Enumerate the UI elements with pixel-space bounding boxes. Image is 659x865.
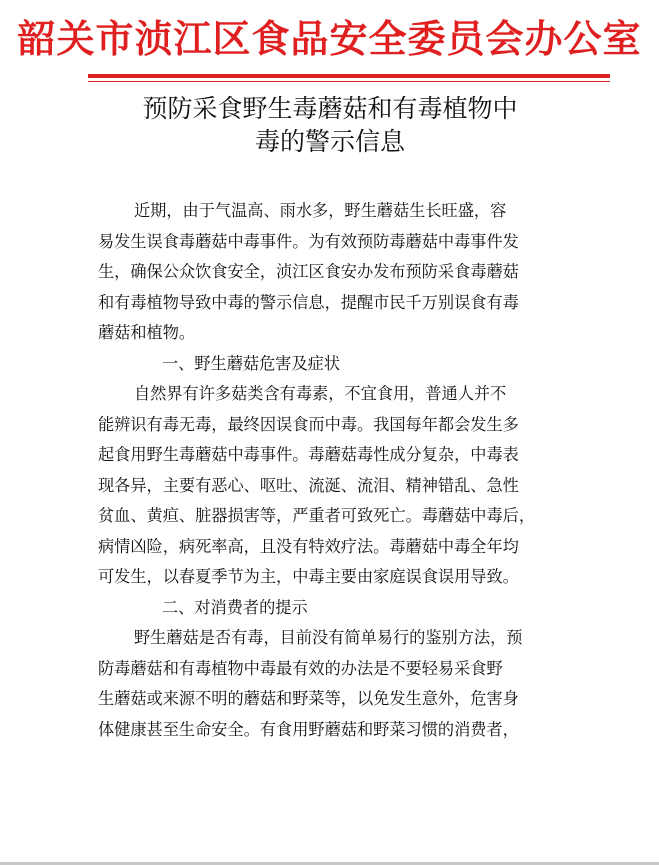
body-line: 和有毒植物导致中毒的警示信息，提醒市民千万别误食有毒 xyxy=(98,292,519,312)
body-line: 病情凶险，病死率高，且没有特效疗法。毒蘑菇中毒全年均 xyxy=(98,536,519,556)
body-line: 易发生误食毒蘑菇中毒事件。为有效预防毒蘑菇中毒事件发 xyxy=(98,231,519,251)
body-line: 起食用野生毒蘑菇中毒事件。毒蘑菇毒性成分复杂，中毒表 xyxy=(98,445,519,464)
body-line: 生蘑菇或来源不明的蘑菇和野菜等，以免发生意外，危害身 xyxy=(98,689,519,708)
body-line: 自然界有许多菇类含有毒素，不宜食用，普通人并不 xyxy=(134,384,507,403)
body-line: 近期，由于气温高、雨水多，野生蘑菇生长旺盛，容 xyxy=(134,201,507,220)
body-line: 可发生，以春夏季节为主，中毒主要由家庭误食误用导致。 xyxy=(98,567,519,586)
header-rule-thin xyxy=(88,81,610,82)
header-rule-thick xyxy=(88,74,610,78)
section-heading: 二、对消费者的提示 xyxy=(162,597,308,617)
document-title-line: 预防采食野生毒蘑菇和有毒植物中 xyxy=(142,94,518,123)
section-heading: 一、野生蘑菇危害及症状 xyxy=(162,353,341,373)
body-line: 蘑菇和植物。 xyxy=(98,323,196,342)
document-title-line: 毒的警示信息 xyxy=(254,127,405,156)
body-line: 现各异，主要有恶心、呕吐、流涎、流泪、精神错乱、急性 xyxy=(98,475,519,495)
document-title xyxy=(60,92,600,158)
issuing-office-header: 韶关市浈江区食品安全委员会办公室 xyxy=(17,17,642,61)
body-line: 贫血、黄疸、脏器损害等，严重者可致死亡。毒蘑菇中毒后， xyxy=(98,506,536,525)
body-line: 野生蘑菇是否有毒，目前没有简单易行的鉴别方法，预 xyxy=(134,628,523,647)
body-line: 生，确保公众饮食安全，浈江区食安办发布预防采食毒蘑菇 xyxy=(98,262,519,281)
body-line: 体健康甚至生命安全。有食用野蘑菇和野菜习惯的消费者， xyxy=(98,719,519,739)
body-line: 能辨识有毒无毒，最终因误食而中毒。我国每年都会发生多 xyxy=(98,414,519,434)
body-line: 防毒蘑菇和有毒植物中毒最有效的办法是不要轻易采食野 xyxy=(98,658,503,678)
document-body xyxy=(98,196,560,745)
